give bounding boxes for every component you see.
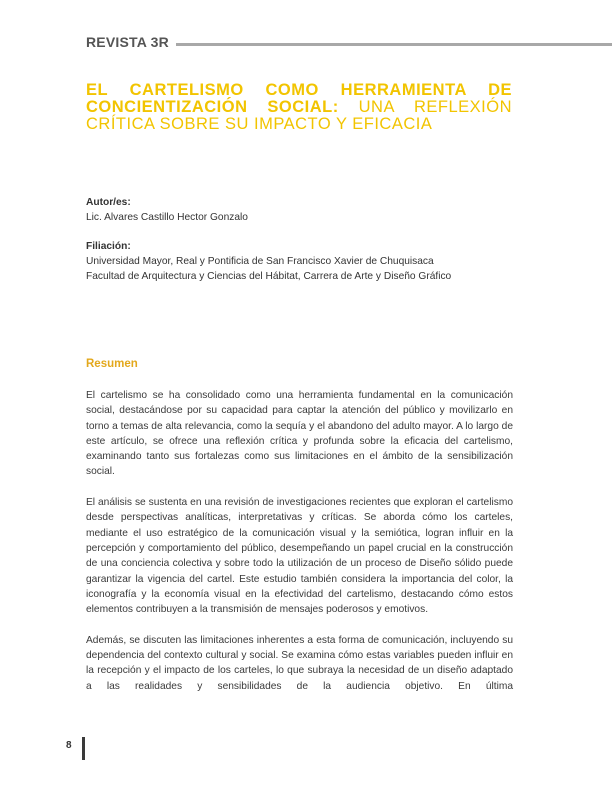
article-title-bold: EL CARTELISMO COMO HERRAMIENTA DE CONCIENTIZACIÓN SOCIAL: [86, 81, 512, 116]
header-rule [176, 43, 612, 46]
abstract-paragraph-2: El análisis se sustenta en una revisión de investigaciones recientes que exploran el cartelismo desde perspectivas analíticas, interpretativas y críticas. Se aborda cómo los carteles, mediante el uso estratégico de la comunicación visual y la semiótica, logran influir en la percepción y comportamiento del público, desempeñando un papel crucial en la construcción de una conciencia colectiva y sobre todo la utilización de un proceso de Diseño sólido puede garantizar la vigencia del cartel. Este estudio también considera la importancia del color, la iconografía y la economía visual en la efectividad del cartelismo, destacando cómo estos elementos contribuyen a la transmisión de mensajes poderosos y emotivos. [86, 497, 513, 616]
author-block [86, 195, 526, 225]
article-title-light-2: CRÍTICA SOBRE SU IMPACTO Y EFICACIA [86, 115, 433, 133]
affiliation-block [86, 239, 526, 284]
author-name: Lic. Alvares Castillo Hector Gonzalo [86, 212, 248, 223]
author-label: Autor/es: [86, 197, 131, 208]
abstract-heading: Resumen [86, 358, 138, 370]
running-header [86, 34, 612, 52]
abstract-body [86, 388, 513, 709]
footer-bar [82, 737, 85, 760]
affiliation-line-1: Universidad Mayor, Real y Pontificia de San Francisco Xavier de Chuquisaca [86, 256, 434, 267]
affiliation-label: Filiación: [86, 241, 131, 252]
journal-name: REVISTA 3R [86, 34, 169, 50]
abstract-paragraph-1: El cartelismo se ha consolidado como una herramienta fundamental en la comunicación social, destacándose por su capacidad para captar la atención del público y movilizarlo en torno a temas de alta relevancia, como la sequía y el abandono del adulto mayor. A lo largo de este artículo, se ofrece una reflexión crítica y profunda sobre la eficacia del cartelismo, examinando tanto sus fortalezas como sus limitaciones en el ámbito de la sensibilización social. [86, 390, 513, 478]
article-title-light-1: UNA REFLEXIÓN [358, 98, 512, 116]
affiliation-line-2: Facultad de Arquitectura y Ciencias del Hábitat, Carrera de Arte y Diseño Gráfico [86, 271, 452, 282]
abstract-paragraph-3: Además, se discuten las limitaciones inherentes a esta forma de comunicación, incluyendo su dependencia del contexto cultural y social. Se examina cómo estas variables pueden influir en la recepción y el impacto de los carteles, lo que subraya la necesidad de un diseño adaptado a las realidades y sensibilidades de la audiencia objetivo. En última [86, 634, 513, 692]
page-number: 8 [66, 740, 72, 751]
article-title [86, 82, 512, 133]
